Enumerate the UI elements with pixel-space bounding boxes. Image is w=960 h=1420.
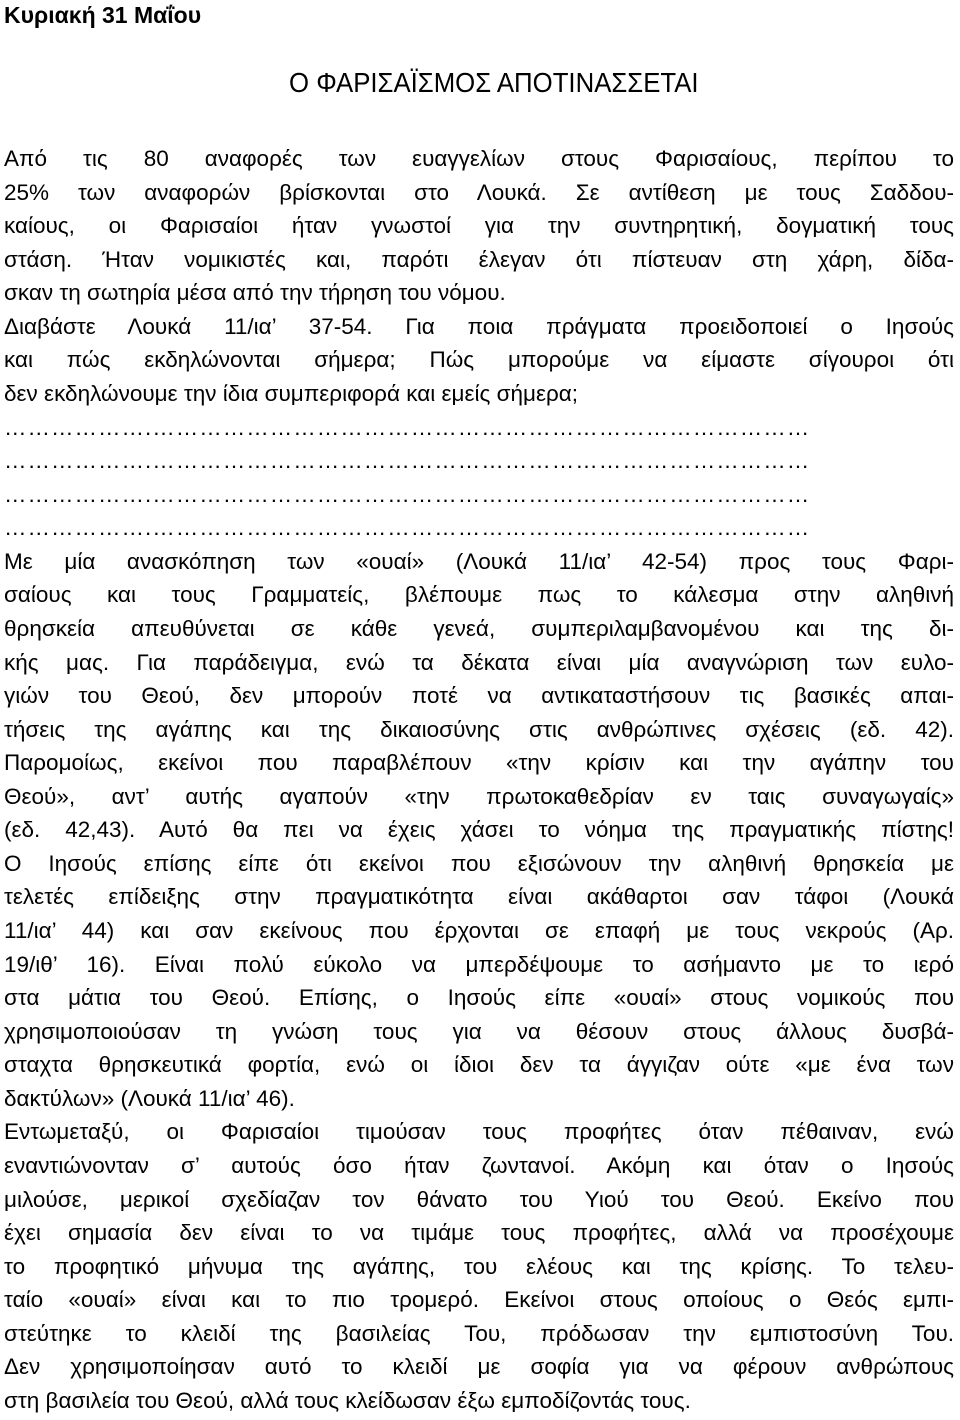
- paragraph-line: καίους, οι Φαρισαίοι ήταν γνωστοί για την συντηρητική, δογματική τους: [4, 213, 954, 239]
- answer-blank-line: ……………….…………………………………………………………………………: [4, 481, 811, 507]
- answer-blank-line: ……………….…………………………………………………………………………: [4, 515, 811, 541]
- paragraph-line: Παρομοίως, εκείνοι που παραβλέπουν «την κρίσιν και την αγάπην του: [4, 750, 954, 776]
- paragraph-line: δεν εκδηλώνουμε την ίδια συμπεριφορά και εμείς σήμερα;: [4, 380, 579, 406]
- paragraph-line: σαίους και τους Γραμματείς, βλέπουμε πως το κάλεσμα στην αληθινή: [4, 582, 954, 608]
- paragraph-line: Θεού», αντ’ αυτής αγαπούν «την πρωτοκαθεδρίαν εν ταις συναγωγαίς»: [4, 783, 954, 809]
- paragraph-line: 25% των αναφορών βρίσκονται στο Λουκά. Σε αντίθεση με τους Σαδδου-: [4, 179, 954, 205]
- paragraph-line: χρησιμοποιούσαν τη γνώση τους για να θέσουν στους άλλους δυσβά-: [4, 1018, 954, 1044]
- paragraph-line: ταίο «ουαί» είναι και το πιο τρομερό. Εκείνοι στους οποίους ο Θεός εμπι-: [4, 1287, 954, 1313]
- paragraph-line: Εντωμεταξύ, οι Φαρισαίοι τιμούσαν τους προφήτες όταν πέθαιναν, ενώ: [4, 1119, 954, 1145]
- paragraph-line: κής μας. Για παράδειγμα, ενώ τα δέκατα είναι μία αναγνώριση των ευλο-: [4, 649, 954, 675]
- paragraph-line: 11/ια’ 44) και σαν εκείνους που έρχονται σε επαφή με τους νεκρούς (Αρ.: [4, 918, 954, 944]
- paragraph-line: εναντιώνονταν σ’ αυτούς όσο ήταν ζωντανοί. Ακόμη και όταν ο Ιησούς: [4, 1153, 954, 1179]
- paragraph-line: τελετές επίδειξης στην πραγματικότητα είναι ακάθαρτοι σαν τάφοι (Λουκά: [4, 884, 954, 910]
- paragraph-line: (εδ. 42,43). Αυτό θα πει να έχεις χάσει το νόημα της πραγματικής πίστης!: [4, 817, 954, 843]
- paragraph-line: στα μάτια του Θεού. Επίσης, ο Ιησούς είπε «ουαί» στους νομικούς που: [4, 985, 954, 1011]
- page-title: Ο ΦΑΡΙΣΑΪΣΜΟΣ ΑΠΟΤΙΝΑΣΣΕΤΑΙ: [289, 67, 699, 98]
- paragraph-line: τήσεις της αγάπης και της δικαιοσύνης στις ανθρώπινες σχέσεις (εδ. 42).: [4, 716, 954, 742]
- paragraph-line: γιών του Θεού, δεν μπορούν ποτέ να αντικαταστήσουν τις βασικές απαι-: [4, 683, 954, 709]
- answer-blank-line: ……………….…………………………………………………………………………: [4, 414, 811, 440]
- paragraph-line: Διαβάστε Λουκά 11/ια’ 37-54. Για ποια πράγματα προειδοποιεί ο Ιησούς: [4, 313, 954, 339]
- answer-blank-line: ……………….…………………………………………………………………………: [4, 448, 811, 474]
- paragraph-line: το προφητικό μήνυμα της αγάπης, του ελέους και της κρίσης. Το τελευ-: [4, 1253, 954, 1279]
- paragraph-line: Από τις 80 αναφορές των ευαγγελίων στους Φαρισαίους, περίπου το: [4, 146, 954, 171]
- paragraph-line: στη βασιλεία του Θεού, αλλά τους κλείδωσαν έξω εμποδίζοντάς τους.: [4, 1388, 691, 1413]
- date-heading: Κυριακή 31 Μαΐου: [4, 2, 202, 28]
- paragraph-line: στεύτηκε το κλειδί της βασιλείας Του, πρόδωσαν την εμπιστοσύνη Του.: [4, 1320, 954, 1346]
- paragraph-line: έχει σημασία δεν είναι το να τιμάμε τους προφήτες, αλλά να προσέχουμε: [4, 1220, 954, 1246]
- paragraph-line: μιλούσε, μερικοί σχεδίαζαν τον θάνατο του Υιού του Θεού. Εκείνο που: [4, 1186, 954, 1212]
- paragraph-line: δακτύλων» (Λουκά 11/ια’ 46).: [4, 1085, 295, 1111]
- paragraph-line: στάση. Ήταν νομικιστές και, παρότι έλεγαν ότι πίστευαν στη χάρη, δίδα-: [4, 246, 954, 272]
- paragraph-line: και πώς εκδηλώνονται σήμερα; Πώς μπορούμε να είμαστε σίγουροι ότι: [4, 347, 954, 373]
- paragraph-line: Δεν χρησιμοποίησαν αυτό το κλειδί με σοφία για να φέρουν ανθρώπους: [4, 1354, 954, 1380]
- paragraph-line: θρησκεία απευθύνεται σε κάθε γενεά, συμπεριλαμβανομένου και της δι-: [4, 615, 954, 641]
- paragraph-line: σταχτα θρησκευτικά φορτία, ενώ οι ίδιοι δεν τα άγγιζαν ούτε «με ένα των: [4, 1052, 954, 1078]
- paragraph-line: Ο Ιησούς επίσης είπε ότι εκείνοι που εξισώνουν την αληθινή θρησκεία με: [4, 850, 954, 876]
- paragraph-line: 19/ιθ’ 16). Είναι πολύ εύκολο να μπερδέψουμε το ασήμαντο με το ιερό: [4, 951, 954, 977]
- paragraph-line: Με μία ανασκόπηση των «ουαί» (Λουκά 11/ια’ 42-54) προς τους Φαρι-: [4, 548, 954, 574]
- paragraph-line: σκαν τη σωτηρία μέσα από την τήρηση του νόμου.: [4, 280, 506, 306]
